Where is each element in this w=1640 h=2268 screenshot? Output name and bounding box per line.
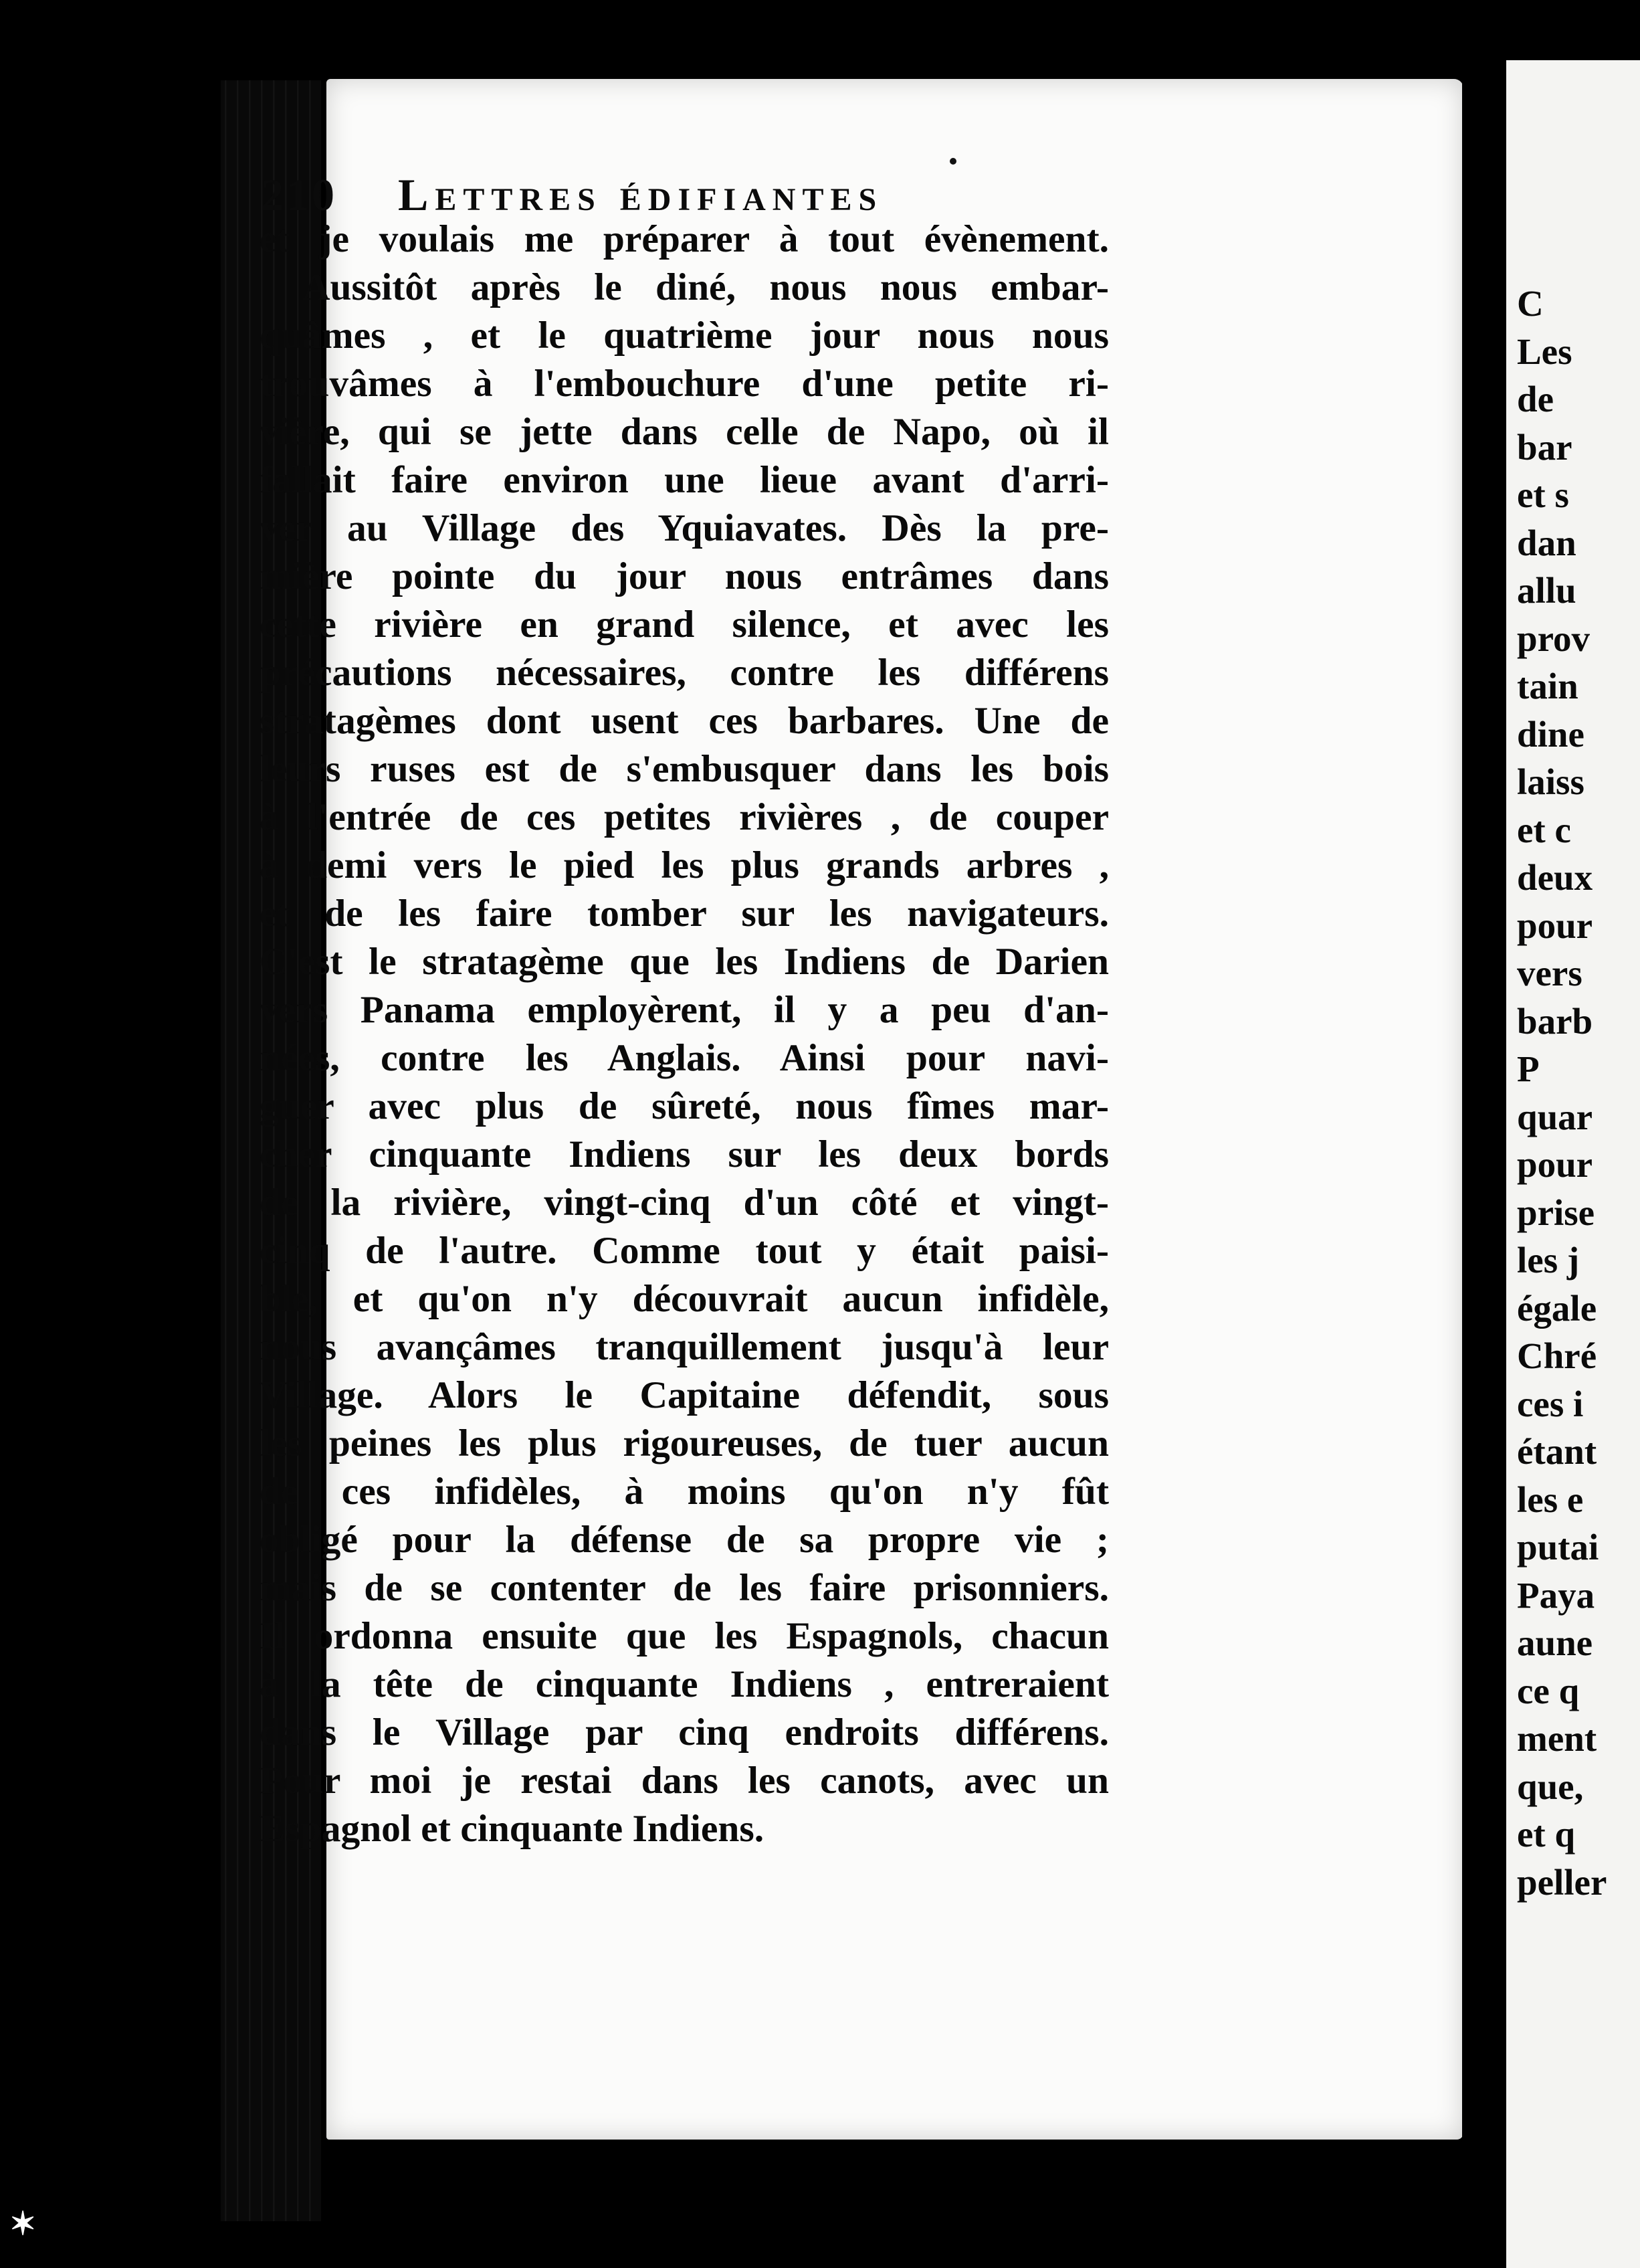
facing-line: les j bbox=[1517, 1240, 1580, 1281]
facing-line: Les bbox=[1517, 330, 1572, 372]
facing-line: tain bbox=[1517, 666, 1578, 706]
facing-line: prov bbox=[1517, 618, 1591, 659]
text-line: cher cinquante Indiens sur les deux bords bbox=[260, 1133, 1109, 1175]
facing-line: pour bbox=[1517, 1144, 1593, 1185]
text-line: trouvâmes à l'embouchure d'une petite ri- bbox=[260, 363, 1109, 405]
text-line: et de les faire tomber sur les navigateurs. bbox=[260, 892, 1109, 935]
scan-corner-mark: ✶ bbox=[9, 2206, 37, 2242]
text-line: et je voulais me préparer à tout évènement. bbox=[260, 218, 1109, 260]
facing-line: Paya bbox=[1517, 1574, 1595, 1616]
text-line: mais de se contenter de les faire prisonniers. bbox=[260, 1567, 1109, 1609]
text-line: les peines les plus rigoureuses, de tuer aucun bbox=[260, 1422, 1109, 1464]
facing-line: allu bbox=[1517, 570, 1576, 611]
text-line: mière pointe du jour nous entrâmes dans bbox=[260, 555, 1109, 597]
text-line: Il ordonna ensuite que les Espagnols, chacun bbox=[260, 1615, 1109, 1657]
text-line: Pour moi je restai dans les canots, avec un bbox=[260, 1760, 1109, 1802]
facing-line: prise bbox=[1517, 1192, 1595, 1233]
text-line: C'est le stratagème que les Indiens de Darien bbox=[260, 941, 1109, 983]
text-line: ble, et qu'on n'y découvrait aucun infidèle, bbox=[260, 1278, 1109, 1320]
facing-line: putai bbox=[1517, 1527, 1599, 1568]
facing-line: dine bbox=[1517, 713, 1584, 755]
facing-line: laiss bbox=[1517, 761, 1584, 802]
text-line: nous avançâmes tranquillement jusqu'à leur bbox=[260, 1326, 1109, 1368]
facing-line: bar bbox=[1517, 426, 1572, 468]
facing-line: quar bbox=[1517, 1096, 1593, 1137]
text-line: Aussitôt après le diné, nous nous embar- bbox=[302, 266, 1109, 308]
text-line: de la rivière, vingt-cinq d'un côté et vingt- bbox=[260, 1182, 1109, 1224]
text-line: à la tête de cinquante Indiens , entreraient bbox=[260, 1663, 1109, 1705]
facing-line: P bbox=[1517, 1048, 1540, 1089]
facing-line: Chré bbox=[1517, 1335, 1597, 1376]
text-line: fallait faire environ une lieue avant d'arri- bbox=[260, 459, 1109, 501]
facing-line: deux bbox=[1517, 857, 1593, 898]
facing-line: que, bbox=[1517, 1766, 1584, 1807]
text-line: guer avec plus de sûreté, nous fîmes mar- bbox=[260, 1085, 1109, 1127]
text-line: précautions nécessaires, contre les différens bbox=[260, 652, 1109, 694]
facing-line: ces i bbox=[1517, 1383, 1584, 1424]
text-line: cinq de l'autre. Comme tout y était paisi- bbox=[260, 1230, 1109, 1272]
facing-line: de bbox=[1517, 379, 1554, 419]
facing-line: étant bbox=[1517, 1431, 1597, 1472]
text-line: obligé pour la défense de sa propre vie ; bbox=[260, 1519, 1109, 1561]
text-line: ver au Village des Yquiavates. Dès la pre- bbox=[260, 507, 1109, 549]
text-line: quâmes , et le quatrième jour nous nous bbox=[260, 314, 1109, 357]
facing-line: aune bbox=[1517, 1622, 1593, 1663]
facing-line: ment bbox=[1517, 1718, 1597, 1759]
ink-dot bbox=[950, 158, 956, 165]
facing-line: les e bbox=[1517, 1479, 1584, 1520]
facing-page-text bbox=[1517, 280, 1611, 1906]
facing-line: et s bbox=[1517, 474, 1569, 515]
facing-line: égale bbox=[1517, 1287, 1597, 1329]
text-line: Village. Alors le Capitaine défendit, sous bbox=[260, 1374, 1109, 1416]
facing-line: dan bbox=[1517, 522, 1576, 563]
facing-line: vers bbox=[1517, 953, 1582, 994]
text-line: cette rivière en grand silence, et avec les bbox=[260, 603, 1109, 646]
text-line: stratagèmes dont usent ces barbares. Une de bbox=[260, 700, 1109, 742]
page-number: 210 bbox=[261, 169, 337, 220]
text-line: nées, contre les Anglais. Ainsi pour navi- bbox=[260, 1037, 1109, 1079]
facing-line: et c bbox=[1517, 809, 1571, 850]
facing-line: peller bbox=[1517, 1861, 1607, 1903]
text-line: à demi vers le pied les plus grands arbres , bbox=[260, 844, 1109, 886]
running-head: Lettres édifiantes bbox=[398, 169, 884, 220]
text-line: vers Panama employèrent, il y a peu d'an- bbox=[260, 989, 1109, 1031]
facing-line: barb bbox=[1517, 1000, 1593, 1042]
facing-line: et q bbox=[1517, 1814, 1576, 1855]
facing-line: pour bbox=[1517, 905, 1593, 946]
text-line: de ces infidèles, à moins qu'on n'y fût bbox=[260, 1471, 1109, 1513]
body-text bbox=[260, 215, 1109, 1853]
text-line: Espagnol et cinquante Indiens. bbox=[260, 1808, 764, 1850]
text-line: à l'entrée de ces petites rivières , de couper bbox=[260, 796, 1109, 838]
text-line: dans le Village par cinq endroits différens. bbox=[260, 1711, 1109, 1754]
facing-line: C bbox=[1517, 283, 1544, 324]
facing-line: ce q bbox=[1517, 1670, 1580, 1711]
text-line: vière, qui se jette dans celle de Napo, où il bbox=[260, 411, 1109, 453]
page-gap bbox=[1462, 0, 1506, 2264]
text-line: leurs ruses est de s'embusquer dans les bois bbox=[260, 748, 1109, 790]
